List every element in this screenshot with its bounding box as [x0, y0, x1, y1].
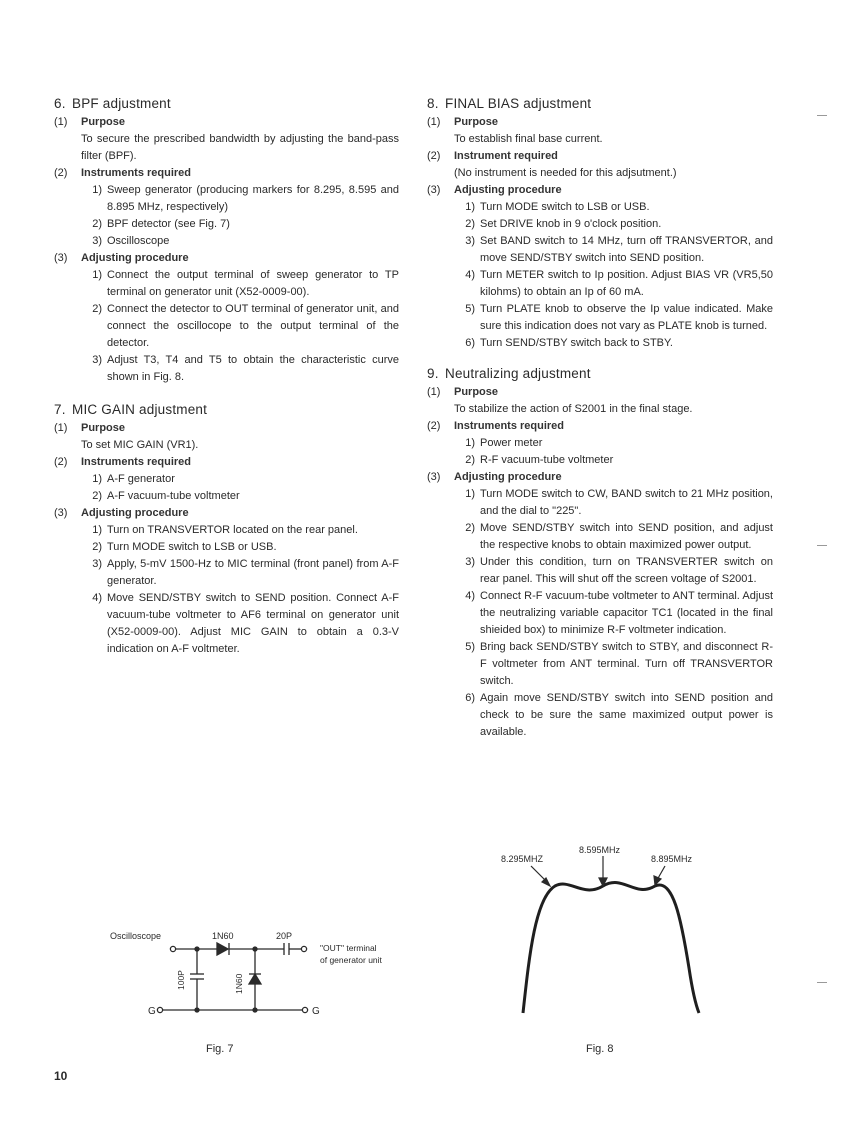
list-item	[454, 588, 773, 639]
list-item	[454, 216, 773, 233]
subsection-label: Instruments required	[81, 456, 192, 468]
list-item-text: BPF detector (see Fig. 7)	[107, 218, 230, 230]
list-item	[81, 301, 399, 352]
list-item-number: 1)	[92, 524, 102, 536]
list-item	[81, 267, 399, 301]
subsection-heading	[54, 505, 399, 522]
fig7-ground-right-label: G	[312, 1006, 320, 1017]
list-item-number: 3)	[92, 235, 102, 247]
section-title	[427, 96, 773, 111]
subsection-heading	[54, 454, 399, 471]
list-item	[81, 488, 399, 505]
section-number: 9.	[427, 366, 439, 381]
out-terminal	[301, 946, 306, 951]
subsection-heading	[427, 418, 773, 435]
bpf-response-curve	[523, 883, 699, 1013]
list-item-number: 4)	[465, 269, 475, 281]
list-item	[81, 522, 399, 539]
list-item-number: 5)	[465, 641, 475, 653]
margin-mark	[817, 545, 827, 546]
paragraph: (No instrument is needed for this adjsutment.)	[454, 167, 677, 179]
paragraph: To establish final base current.	[454, 133, 603, 145]
list-item	[81, 216, 399, 233]
list-item-text: Under this condition, turn on TRANSVERTER switch on rear panel. This will shut off the screen voltage of S2001.	[480, 556, 773, 585]
list-item-number: 2)	[465, 454, 475, 466]
margin-mark	[817, 982, 827, 983]
list-item-number: 1)	[92, 473, 102, 485]
right-column	[427, 96, 773, 755]
fig7-shunt-diode-label: 1N60	[234, 973, 244, 994]
list-item-number: 2)	[465, 522, 475, 534]
list-item	[454, 520, 773, 554]
subsection-label: Purpose	[81, 116, 126, 128]
subsection-number: (2)	[54, 456, 68, 468]
list-item-number: 2)	[92, 303, 102, 315]
subsection-label: Adjusting procedure	[454, 471, 562, 483]
fig7-series-cap-label: 20P	[276, 931, 293, 941]
list-item-number: 1)	[465, 437, 475, 449]
section	[427, 366, 773, 741]
subsection-number: (3)	[54, 252, 68, 264]
shunt-diode-symbol	[249, 974, 261, 984]
subsection-label: Purpose	[454, 386, 499, 398]
list-item-number: 1)	[465, 201, 475, 213]
fig7-oscilloscope-label: Oscilloscope	[110, 931, 162, 941]
section-number: 7.	[54, 402, 66, 417]
list-item	[81, 539, 399, 556]
section-heading: FINAL BIAS adjustment	[445, 96, 592, 111]
subsection-label: Adjusting procedure	[81, 507, 189, 519]
subsection-label: Adjusting procedure	[81, 252, 189, 264]
fig8-caption: Fig. 8	[586, 1043, 614, 1055]
subsection-heading	[54, 165, 399, 182]
section-title	[427, 366, 773, 381]
subsection-heading	[427, 182, 773, 199]
subsection-label: Adjusting procedure	[454, 184, 562, 196]
list-item-text: A-F vacuum-tube voltmeter	[107, 490, 240, 502]
fig7-diode-label: 1N60	[212, 931, 234, 941]
section-heading: MIC GAIN adjustment	[72, 402, 208, 417]
list-item-text: Set BAND switch to 14 MHz, turn off TRANSVERTOR, and move SEND/STBY switch into SEND position.	[480, 235, 773, 264]
fig7-out-label-2: of generator unit	[320, 955, 382, 965]
section-heading: Neutralizing adjustment	[445, 366, 591, 381]
subsection-number: (3)	[54, 507, 68, 519]
list-item-text: Connect the detector to OUT terminal of generator unit, and connect the oscillocope to the output terminal of the detector.	[107, 303, 399, 349]
list-item	[454, 554, 773, 588]
list-item-text: Turn METER switch to Ip position. Adjust BIAS VR (VR5,50 kilohms) to obtain an Ip of 60 mA.	[480, 269, 773, 298]
subsection-heading	[427, 384, 773, 401]
fig8-marker-mid: 8.595MHz	[579, 845, 621, 855]
fig8-curve	[495, 838, 735, 1028]
list-item-text: Turn MODE switch to CW, BAND switch to 21 MHz position, and the dial to "225".	[480, 488, 773, 517]
fig7-caption: Fig. 7	[206, 1043, 234, 1055]
page-number: 10	[54, 1069, 68, 1083]
subsection-number: (1)	[427, 116, 441, 128]
subsection-label: Instrument required	[454, 150, 558, 162]
list-item-number: 6)	[465, 692, 475, 704]
section-number: 8.	[427, 96, 439, 111]
subsection-heading	[427, 469, 773, 486]
list-item-number: 6)	[465, 337, 475, 349]
list-item	[81, 590, 399, 658]
section	[427, 96, 773, 352]
section-title	[54, 402, 399, 417]
subsection-heading	[427, 114, 773, 131]
list-item-number: 3)	[92, 558, 102, 570]
list-item-text: Turn PLATE knob to observe the Ip value indicated. Make sure this indication does not vary as PLATE knob is turned.	[480, 303, 773, 332]
list-item-number: 2)	[92, 490, 102, 502]
list-item-text: Power meter	[480, 437, 543, 449]
subsection-label: Instruments required	[81, 167, 192, 179]
list-item-number: 2)	[92, 218, 102, 230]
section-title	[54, 96, 399, 111]
subsection-heading	[54, 114, 399, 131]
list-item-text: Apply, 5-mV 1500-Hz to MIC terminal (front panel) from A-F generator.	[107, 558, 399, 587]
list-item-text: Sweep generator (producing markers for 8.295, 8.595 and 8.895 MHz, respectively)	[107, 184, 399, 213]
list-item	[454, 435, 773, 452]
list-item-text: A-F generator	[107, 473, 175, 485]
list-item-number: 3)	[92, 354, 102, 366]
list-item-number: 2)	[465, 218, 475, 230]
fig8-marker-right: 8.895MHz	[651, 854, 693, 864]
list-item-text: Again move SEND/STBY switch into SEND position and check to be sure the same maximized output power is available.	[480, 692, 773, 738]
list-item-number: 4)	[465, 590, 475, 602]
list-item	[454, 690, 773, 741]
list-item-text: Move SEND/STBY switch to SEND position. Connect A-F vacuum-tube voltmeter to AF6 terminal on generator unit (X52-0009-00). Adjust MIC GAIN to obtain a 0.3-V indication on A-F voltmeter.	[107, 592, 399, 655]
list-item-text: Move SEND/STBY switch into SEND position, and adjust the respective knobs to obtain maximized power output.	[480, 522, 773, 551]
subsection-number: (1)	[54, 116, 68, 128]
list-item-number: 1)	[465, 488, 475, 500]
list-item	[454, 639, 773, 690]
list-item-text: Turn MODE switch to LSB or USB.	[107, 541, 277, 553]
subsection-number: (2)	[54, 167, 68, 179]
subsection-label: Purpose	[454, 116, 499, 128]
marker-arrow-left	[542, 878, 550, 886]
list-item-text: Set DRIVE knob in 9 o'clock position.	[480, 218, 662, 230]
fig7-ground-left-label: G	[148, 1006, 156, 1017]
fig7-schematic	[100, 922, 420, 1032]
subsection-heading	[427, 148, 773, 165]
series-diode-symbol	[217, 943, 228, 955]
fig7-out-label-1: "OUT" terminal	[320, 943, 377, 953]
list-item	[454, 233, 773, 267]
ground-terminal-left	[157, 1007, 162, 1012]
list-item-text: Oscilloscope	[107, 235, 170, 247]
fig7-shunt-cap-label: 100P	[176, 970, 186, 990]
list-item-text: Turn on TRANSVERTOR located on the rear panel.	[107, 524, 358, 536]
list-item	[454, 199, 773, 216]
list-item-text: Turn MODE switch to LSB or USB.	[480, 201, 650, 213]
list-item-number: 5)	[465, 303, 475, 315]
list-item-text: Bring back SEND/STBY switch to STBY, and disconnect R-F voltmeter from ANT terminal. Turn off TRANSVERTOR switch.	[480, 641, 773, 687]
list-item-text: R-F vacuum-tube voltmeter	[480, 454, 614, 466]
section-number: 6.	[54, 96, 66, 111]
list-item-number: 3)	[465, 235, 475, 247]
list-item-text: Connect R-F vacuum-tube voltmeter to ANT terminal. Adjust the neutralizing variable capacitor TC1 (located in the final shieided box) to minimize R-F voltmeter indication.	[480, 590, 773, 636]
subsection-number: (1)	[427, 386, 441, 398]
list-item	[81, 471, 399, 488]
margin-mark	[817, 115, 827, 116]
section-heading: BPF adjustment	[72, 96, 171, 111]
list-item	[81, 352, 399, 386]
section	[54, 96, 399, 386]
subsection-number: (3)	[427, 471, 441, 483]
list-item-number: 1)	[92, 184, 102, 196]
list-item-number: 2)	[92, 541, 102, 553]
subsection-heading	[54, 250, 399, 267]
section	[54, 402, 399, 658]
paragraph: To secure the prescribed bandwidth by adjusting the band-pass filter (BPF).	[81, 133, 399, 162]
oscilloscope-terminal	[170, 946, 175, 951]
list-item-number: 3)	[465, 556, 475, 568]
ground-terminal-right	[302, 1007, 307, 1012]
paragraph: To stabilize the action of S2001 in the final stage.	[454, 403, 693, 415]
fig8-marker-left: 8.295MHZ	[501, 854, 544, 864]
list-item-number: 1)	[92, 269, 102, 281]
list-item-text: Connect the output terminal of sweep generator to TP terminal on generator unit (X52-0009-00).	[107, 269, 399, 298]
paragraph: To set MIC GAIN (VR1).	[81, 439, 199, 451]
list-item	[81, 556, 399, 590]
subsection-number: (2)	[427, 420, 441, 432]
list-item	[454, 335, 773, 352]
left-column	[54, 96, 399, 672]
list-item	[454, 452, 773, 469]
list-item	[81, 233, 399, 250]
list-item	[81, 182, 399, 216]
subsection-heading	[54, 420, 399, 437]
subsection-number: (3)	[427, 184, 441, 196]
subsection-label: Purpose	[81, 422, 126, 434]
subsection-label: Instruments required	[454, 420, 565, 432]
list-item	[454, 267, 773, 301]
list-item-text: Adjust T3, T4 and T5 to obtain the characteristic curve shown in Fig. 8.	[107, 354, 399, 383]
list-item-number: 4)	[92, 592, 102, 604]
subsection-number: (1)	[54, 422, 68, 434]
list-item-text: Turn SEND/STBY switch back to STBY.	[480, 337, 673, 349]
subsection-number: (2)	[427, 150, 441, 162]
list-item	[454, 486, 773, 520]
list-item	[454, 301, 773, 335]
